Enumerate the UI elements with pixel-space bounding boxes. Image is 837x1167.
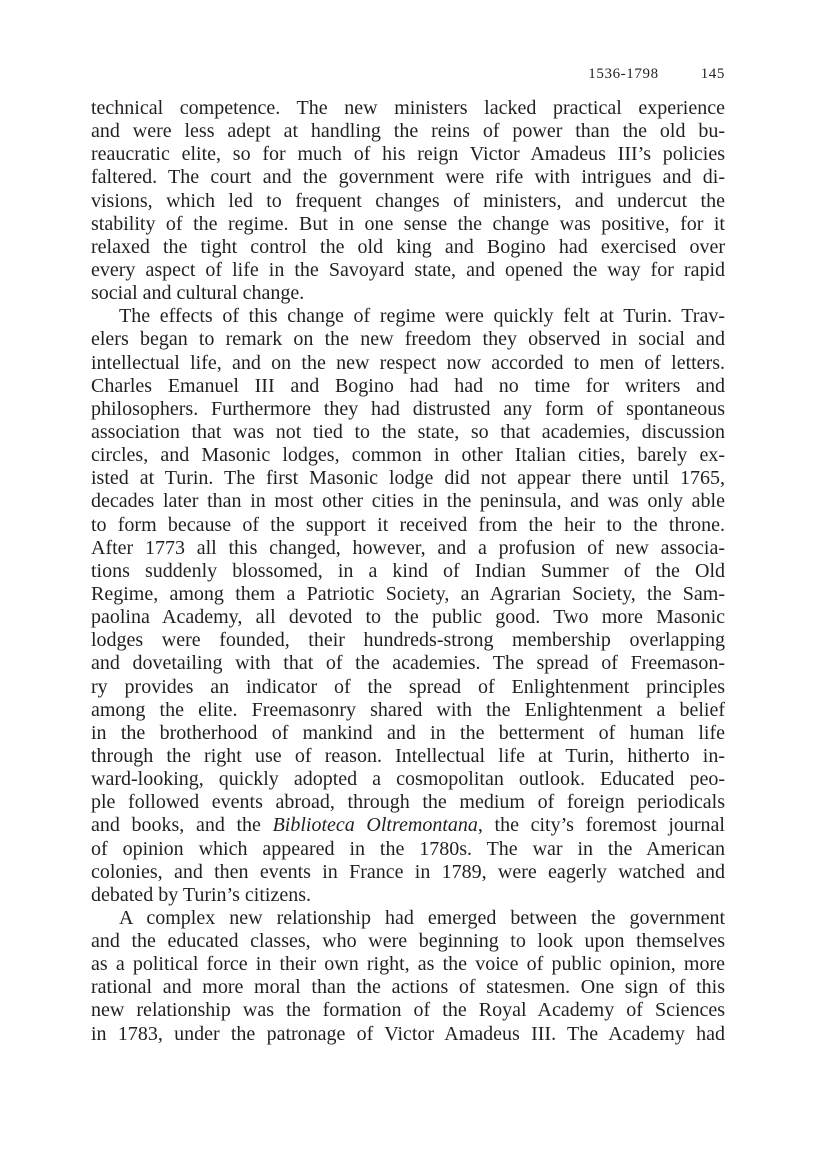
text-line: as a political force in their own right, as the voice of public opinion, more bbox=[91, 953, 725, 976]
text-line: Charles Emanuel III and Bogino had had no time for writers and bbox=[91, 374, 725, 397]
text-line: relaxed the tight control the old king and Bogino had exercised over bbox=[91, 235, 725, 258]
text-line: to form because of the support it received from the heir to the throne. bbox=[91, 513, 725, 536]
text-line: visions, which led to frequent changes of ministers, and undercut the bbox=[91, 189, 725, 212]
journal-title: Biblioteca Oltremontana bbox=[272, 814, 478, 837]
text-line: new relationship was the formation of the Royal Academy of Sciences bbox=[91, 999, 725, 1022]
text-line bbox=[91, 814, 725, 837]
text-line: colonies, and then events in France in 1789, were eagerly watched and bbox=[91, 860, 725, 883]
text-line: through the right use of reason. Intellectual life at Turin, hitherto in- bbox=[91, 744, 725, 767]
text-segment: and books, and the bbox=[91, 814, 273, 837]
text-line: Regime, among them a Patriotic Society, an Agrarian Society, the Sam- bbox=[91, 582, 725, 605]
text-line: in 1783, under the patronage of Victor Amadeus III. The Academy had bbox=[91, 1022, 725, 1045]
text-line: lodges were founded, their hundreds-strong membership overlapping bbox=[91, 629, 725, 652]
body-text bbox=[91, 97, 725, 1046]
text-line: reaucratic elite, so for much of his reign Victor Amadeus III’s policies bbox=[91, 143, 725, 166]
text-line: paolina Academy, all devoted to the public good. Two more Masonic bbox=[91, 606, 725, 629]
text-line: ry provides an indicator of the spread of Enlightenment principles bbox=[91, 675, 725, 698]
text-line: association that was not tied to the state, so that academies, discussion bbox=[91, 420, 725, 443]
text-line: isted at Turin. The first Masonic lodge did not appear there until 1765, bbox=[91, 467, 725, 490]
text-line: every aspect of life in the Savoyard state, and opened the way for rapid bbox=[91, 258, 725, 281]
page-number: 145 bbox=[700, 66, 725, 82]
text-line: faltered. The court and the government were rife with intrigues and di- bbox=[91, 166, 725, 189]
text-line: ward-looking, quickly adopted a cosmopolitan outlook. Educated peo- bbox=[91, 768, 725, 791]
text-line: of opinion which appeared in the 1780s. The war in the American bbox=[91, 837, 725, 860]
text-line: circles, and Masonic lodges, common in other Italian cities, barely ex- bbox=[91, 444, 725, 467]
text-line: After 1773 all this changed, however, and a profusion of new associa- bbox=[91, 536, 725, 559]
text-line: intellectual life, and on the new respect now accorded to men of letters. bbox=[91, 351, 725, 374]
text-line: social and cultural change. bbox=[91, 282, 305, 305]
text-line: ple followed events abroad, through the medium of foreign periodicals bbox=[91, 791, 725, 814]
running-head bbox=[588, 66, 725, 83]
text-line: A complex new relationship had emerged between the government bbox=[119, 906, 725, 929]
text-line: and the educated classes, who were beginning to look upon themselves bbox=[91, 930, 725, 953]
text-line: decades later than in most other cities in the peninsula, and was only able bbox=[91, 490, 725, 513]
text-line: elers began to remark on the new freedom they observed in social and bbox=[91, 328, 725, 351]
text-line: The effects of this change of regime were quickly felt at Turin. Trav- bbox=[119, 305, 725, 328]
text-line: and were less adept at handling the reins of power than the old bu- bbox=[91, 120, 725, 143]
text-segment: , the city’s foremost journal bbox=[477, 814, 725, 837]
text-line: philosophers. Furthermore they had distrusted any form of spontaneous bbox=[91, 397, 725, 420]
text-line: among the elite. Freemasonry shared with the Enlightenment a belief bbox=[91, 698, 725, 721]
text-line: stability of the regime. But in one sense the change was positive, for it bbox=[91, 212, 725, 235]
text-line: in the brotherhood of mankind and in the betterment of human life bbox=[91, 721, 725, 744]
text-line: debated by Turin’s citizens. bbox=[91, 883, 311, 906]
running-head-date-range: 1536-1798 bbox=[588, 66, 659, 82]
text-line: rational and more moral than the actions of statesmen. One sign of this bbox=[91, 976, 725, 999]
text-line: technical competence. The new ministers lacked practical experience bbox=[91, 97, 725, 119]
text-line: tions suddenly blossomed, in a kind of Indian Summer of the Old bbox=[91, 559, 725, 582]
text-line: and dovetailing with that of the academies. The spread of Freemason- bbox=[91, 652, 725, 675]
